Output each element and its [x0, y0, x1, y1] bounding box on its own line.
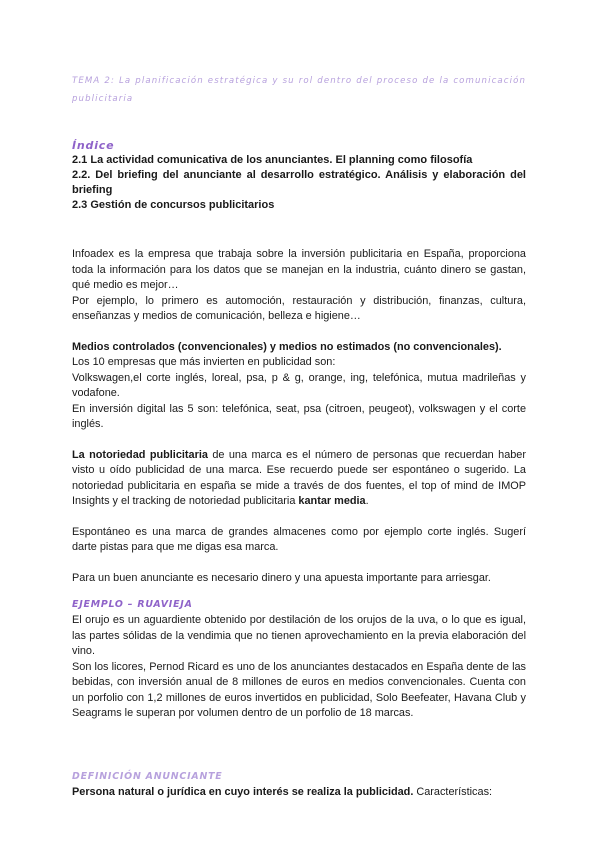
medios-heading: Medios controlados (convencionales) y medios no estimados (no convencionales). — [72, 340, 502, 353]
document-page — [72, 72, 526, 800]
ejemplo-paragraph: Son los licores, Pernod Ricard es uno de los anunciantes destacados en España dente de las bebidas, con inversión anual de 8 millones de euros en medios convencionales. Cuenta con un porfolio con 1,2 millones de euros invertidos en publicidad, Solo Beefeater, Havana Club y Seagrams le superan por volumen dentro de un porfolio de 18 marcas. — [72, 660, 526, 719]
medios-line: En inversión digital las 5 son: telefónica, seat, psa (citroen, peugeot), volkswagen y el corte inglés. — [72, 402, 526, 430]
medios-line: Los 10 empresas que más invierten en publicidad son: — [72, 356, 336, 368]
notoriedad-text: de una marca es el número de personas que recuerdan haber visto u oído publicidad de una marca. Ese recuerdo puede ser espontáneo o sugerido. La notoriedad publicitaria en españa se mide a través de dos fuentes, el top of mind de IMOP Insights y el tracking de notoriedad publicitaria — [72, 448, 526, 507]
medios-line: Volkswagen,el corte inglés, loreal, psa, p & g, orange, ing, telefónica, mutua madrileñas y vodafone. — [72, 371, 526, 399]
index-heading: Índice — [72, 139, 115, 152]
medios-section — [72, 340, 526, 433]
index-section — [72, 138, 526, 213]
index-item: 2.2. Del briefing del anunciante al desarrollo estratégico. Análisis y elaboración del briefing — [72, 169, 526, 196]
anunciante-paragraph: Para un buen anunciante es necesario dinero y una apuesta importante para arriesgar. — [72, 571, 491, 584]
notoriedad-paragraph — [72, 448, 526, 510]
definicion-bold: Persona natural o jurídica en cuyo interés se realiza la publicidad. — [72, 785, 414, 798]
definicion-section — [72, 769, 526, 801]
notoriedad-source: kantar media — [298, 495, 366, 507]
infoadex-paragraph: Infoadex es la empresa que trabaja sobre la inversión publicitaria en España, proporciona toda la información para los datos que se manejan en la industria, cuánto dinero se gastan, qué medio es mejor… — [72, 248, 526, 291]
infoadex-example: Por ejemplo, lo primero es automoción, restauración y distribución, finanzas, cultura, enseñanzas y medios de comunicación, belleza e higiene… — [72, 294, 526, 322]
definicion-heading: DEFINICIÓN ANUNCIANTE — [72, 770, 223, 782]
ejemplo-heading: EJEMPLO – RUAVIEJA — [72, 599, 193, 610]
notoriedad-end: . — [365, 495, 369, 507]
index-item: 2.3 Gestión de concursos publicitarios — [72, 199, 275, 211]
ejemplo-paragraph: El orujo es un aguardiente obtenido por destilación de los orujos de la uva, o lo que es igual, las partes sólidas de la vendimia que no tienen aprovechamiento en la previa elaboración del vino. — [72, 614, 526, 657]
ejemplo-section — [72, 597, 526, 722]
index-item: 2.1 La actividad comunicativa de los anunciantes. El planning como filosofía — [72, 154, 473, 166]
definicion-rest: Características: — [413, 785, 493, 798]
espontaneo-paragraph: Espontáneo es una marca de grandes almacenes como por ejemplo corte inglés. Sugerí darte pistas para que me digas esa marca. — [72, 525, 526, 553]
notoriedad-term: La notoriedad publicitaria — [72, 448, 208, 461]
doc-title: TEMA 2: La planificación estratégica y su rol dentro del proceso de la comunicación publicitaria — [72, 76, 526, 104]
infoadex-section — [72, 247, 526, 325]
definicion-paragraph — [72, 785, 526, 801]
